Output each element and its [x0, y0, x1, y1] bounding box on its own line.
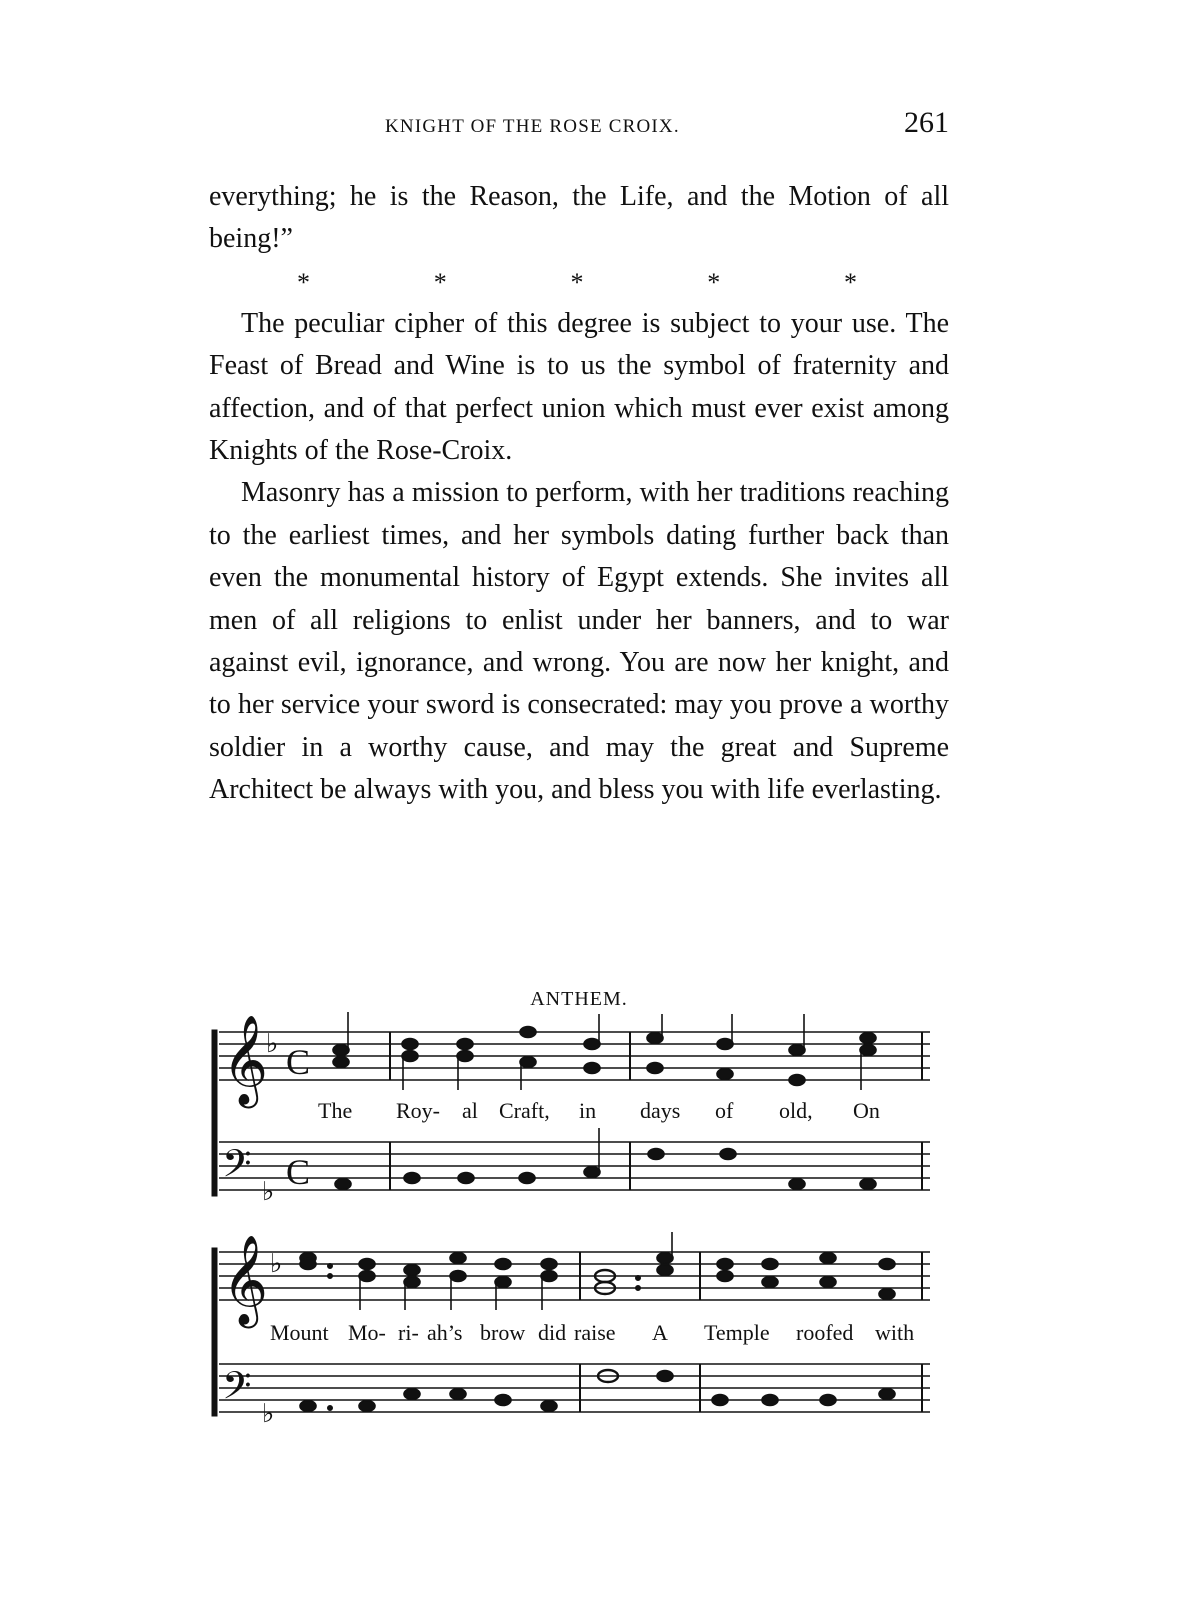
treble-staff	[219, 1032, 930, 1080]
note-head	[333, 1057, 349, 1068]
asterisk: *	[433, 267, 447, 297]
flat-icon: ♭	[262, 1399, 275, 1428]
lyric-word: old,	[779, 1098, 813, 1123]
flat-icon: ♭	[262, 1177, 275, 1206]
lyric-word: The	[318, 1098, 353, 1123]
asterisk: *	[707, 267, 721, 297]
bass-notes	[335, 1128, 876, 1190]
system-bracket	[212, 1030, 217, 1196]
lyric-word: Mo-	[348, 1320, 386, 1345]
treble-notes	[333, 1012, 876, 1090]
treble-notes	[300, 1232, 895, 1310]
lyric-word: ah’s	[427, 1320, 463, 1345]
asterisk: *	[844, 267, 857, 297]
lyric-word: A	[652, 1320, 668, 1345]
lyric-word: al	[462, 1098, 478, 1123]
lyric-word: Mount	[270, 1320, 329, 1345]
bass-clef-icon: 𝄢	[222, 1143, 252, 1194]
flat-icon: ♭	[266, 1029, 279, 1058]
lyric-word: Roy-	[396, 1098, 440, 1123]
lyric-word: Temple	[704, 1320, 770, 1345]
asterisk: *	[297, 267, 310, 297]
lyric-word: days	[640, 1098, 681, 1123]
lyric-word: did	[538, 1320, 567, 1345]
asterisk: *	[570, 267, 584, 297]
lyric-word: with	[875, 1320, 915, 1345]
paragraph-3: Masonry has a mission to perform, with her traditions reaching to the earliest times, and her symbols dating further back than even the monumental history of Egypt extends. She invites all men of all religions to enlist under her banners, and to war against evil, ignorance, and wrong. You are now her knight, and to her service your sword is consecrated: may you prove a worthy soldier in a worthy cause, and may the great and Supreme Architect be always with you, and bless you with life everlasting.	[209, 477, 949, 806]
lyric-word: ri-	[398, 1320, 419, 1345]
lyric-word: of	[715, 1098, 734, 1123]
paragraph-2: The peculiar cipher of this degree is subject to your use. The Feast of Bread and Wine is to us the symbol of fraternity and affection, and of that perfect union which must ever exist among Knights of the Rose-Croix.	[209, 307, 949, 467]
lyric-word: Craft,	[499, 1098, 550, 1123]
running-title: KNIGHT OF THE ROSE CROIX.	[385, 116, 680, 137]
lyric-word: On	[853, 1098, 880, 1123]
note-head	[333, 1045, 349, 1056]
lyric-word: brow	[480, 1320, 526, 1345]
lyric-word: in	[579, 1098, 597, 1123]
time-signature: C	[286, 1042, 311, 1082]
bass-clef-icon: 𝄢	[222, 1365, 252, 1416]
lyric-word: roofed	[796, 1320, 854, 1345]
system-bracket	[212, 1248, 217, 1416]
anthem-title: ANTHEM.	[530, 988, 628, 1010]
bass-staff	[219, 1142, 930, 1190]
treble-clef-icon: 𝄞	[222, 1236, 269, 1323]
paragraph-1: everything; he is the Reason, the Life, and the Motion of all being!”	[209, 181, 949, 255]
page-number: 261	[904, 106, 949, 139]
flat-icon: ♭	[270, 1249, 283, 1278]
time-signature: C	[286, 1152, 311, 1192]
lyric-word: raise	[574, 1320, 616, 1345]
treble-clef-icon: 𝄞	[222, 1016, 269, 1103]
